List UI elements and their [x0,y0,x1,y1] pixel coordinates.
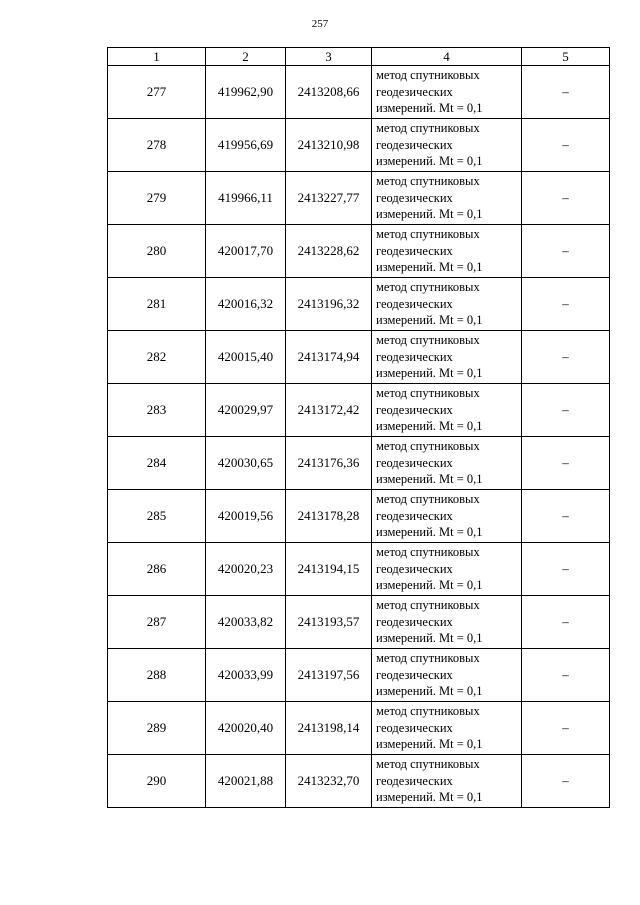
y-coordinate-cell: 2413174,94 [286,331,372,384]
point-number-cell: 284 [108,437,206,490]
table-header-row [108,48,610,66]
method-text-line: измерений. Mt = 0,1 [376,419,483,434]
x-coordinate-cell: 420016,32 [206,278,286,331]
method-text-line: метод спутниковых [376,386,480,401]
method-text-line: измерений. Mt = 0,1 [376,631,483,646]
table-row [108,702,610,755]
method-text-line: геодезических [376,190,453,205]
point-number-cell: 280 [108,225,206,278]
method-text-line: геодезических [376,508,453,523]
x-coordinate-cell: 420015,40 [206,331,286,384]
note-cell: – [522,755,610,808]
method-text-line: геодезических [376,561,453,576]
table-row [108,225,610,278]
method-cell [372,702,522,755]
method-text-line: метод спутниковых [376,704,480,719]
column-header: 5 [522,48,610,66]
method-cell [372,649,522,702]
method-text-line: метод спутниковых [376,227,480,242]
coordinates-table [107,47,610,808]
x-coordinate-cell: 420017,70 [206,225,286,278]
y-coordinate-cell: 2413172,42 [286,384,372,437]
method-text-line: измерений. Mt = 0,1 [376,313,483,328]
x-coordinate-cell: 420020,23 [206,543,286,596]
method-text-line: измерений. Mt = 0,1 [376,154,483,169]
point-number-cell: 285 [108,490,206,543]
method-cell [372,543,522,596]
method-text-line: измерений. Mt = 0,1 [376,737,483,752]
x-coordinate-cell: 420033,99 [206,649,286,702]
y-coordinate-cell: 2413198,14 [286,702,372,755]
table-row [108,490,610,543]
y-coordinate-cell: 2413228,62 [286,225,372,278]
note-cell: – [522,331,610,384]
y-coordinate-cell: 2413176,36 [286,437,372,490]
table-row [108,66,610,119]
method-text-line: метод спутниковых [376,174,480,189]
method-cell [372,596,522,649]
method-text-line: измерений. Mt = 0,1 [376,684,483,699]
method-text-line: метод спутниковых [376,492,480,507]
method-text-line: геодезических [376,773,453,788]
note-cell: – [522,649,610,702]
method-cell [372,172,522,225]
method-text-line: геодезических [376,614,453,629]
method-text-line: геодезических [376,137,453,152]
note-cell: – [522,543,610,596]
y-coordinate-cell: 2413197,56 [286,649,372,702]
point-number-cell: 286 [108,543,206,596]
method-cell [372,278,522,331]
method-cell [372,490,522,543]
x-coordinate-cell: 420020,40 [206,702,286,755]
y-coordinate-cell: 2413208,66 [286,66,372,119]
method-text-line: метод спутниковых [376,545,480,560]
note-cell: – [522,437,610,490]
method-cell [372,384,522,437]
method-text-line: метод спутниковых [376,439,480,454]
x-coordinate-cell: 420030,65 [206,437,286,490]
method-text-line: геодезических [376,402,453,417]
note-cell: – [522,225,610,278]
point-number-cell: 288 [108,649,206,702]
note-cell: – [522,384,610,437]
method-text-line: геодезических [376,296,453,311]
method-text-line: метод спутниковых [376,757,480,772]
method-text-line: метод спутниковых [376,598,480,613]
column-header: 1 [108,48,206,66]
table-row [108,384,610,437]
column-header: 3 [286,48,372,66]
table-row [108,543,610,596]
note-cell: – [522,172,610,225]
x-coordinate-cell: 420019,56 [206,490,286,543]
y-coordinate-cell: 2413193,57 [286,596,372,649]
note-cell: – [522,490,610,543]
point-number-cell: 278 [108,119,206,172]
point-number-cell: 279 [108,172,206,225]
x-coordinate-cell: 420021,88 [206,755,286,808]
note-cell: – [522,702,610,755]
point-number-cell: 281 [108,278,206,331]
method-text-line: метод спутниковых [376,333,480,348]
point-number-cell: 282 [108,331,206,384]
y-coordinate-cell: 2413178,28 [286,490,372,543]
table-row [108,755,610,808]
method-text-line: измерений. Mt = 0,1 [376,101,483,116]
method-text-line: измерений. Mt = 0,1 [376,207,483,222]
x-coordinate-cell: 419966,11 [206,172,286,225]
method-text-line: метод спутниковых [376,280,480,295]
method-text-line: геодезических [376,720,453,735]
method-cell [372,225,522,278]
point-number-cell: 283 [108,384,206,437]
y-coordinate-cell: 2413194,15 [286,543,372,596]
x-coordinate-cell: 419956,69 [206,119,286,172]
table-row [108,278,610,331]
y-coordinate-cell: 2413210,98 [286,119,372,172]
method-text-line: геодезических [376,84,453,99]
note-cell: – [522,278,610,331]
method-text-line: измерений. Mt = 0,1 [376,366,483,381]
x-coordinate-cell: 420029,97 [206,384,286,437]
method-cell [372,331,522,384]
method-text-line: геодезических [376,455,453,470]
point-number-cell: 277 [108,66,206,119]
method-cell [372,119,522,172]
table-row [108,596,610,649]
point-number-cell: 290 [108,755,206,808]
table-row [108,649,610,702]
x-coordinate-cell: 420033,82 [206,596,286,649]
method-text-line: измерений. Mt = 0,1 [376,578,483,593]
column-header: 2 [206,48,286,66]
point-number-cell: 289 [108,702,206,755]
note-cell: – [522,119,610,172]
column-header: 4 [372,48,522,66]
x-coordinate-cell: 419962,90 [206,66,286,119]
method-text-line: метод спутниковых [376,68,480,83]
method-text-line: метод спутниковых [376,121,480,136]
table-row [108,331,610,384]
table-row [108,172,610,225]
y-coordinate-cell: 2413232,70 [286,755,372,808]
method-text-line: измерений. Mt = 0,1 [376,472,483,487]
method-text-line: измерений. Mt = 0,1 [376,525,483,540]
table-row [108,437,610,490]
method-text-line: геодезических [376,243,453,258]
note-cell: – [522,596,610,649]
y-coordinate-cell: 2413196,32 [286,278,372,331]
method-cell [372,437,522,490]
method-text-line: метод спутниковых [376,651,480,666]
note-cell: – [522,66,610,119]
table-body [108,66,610,808]
point-number-cell: 287 [108,596,206,649]
y-coordinate-cell: 2413227,77 [286,172,372,225]
method-cell [372,66,522,119]
method-text-line: измерений. Mt = 0,1 [376,790,483,805]
method-cell [372,755,522,808]
method-text-line: геодезических [376,349,453,364]
method-text-line: измерений. Mt = 0,1 [376,260,483,275]
table-row [108,119,610,172]
page-number: 257 [311,18,329,30]
method-text-line: геодезических [376,667,453,682]
